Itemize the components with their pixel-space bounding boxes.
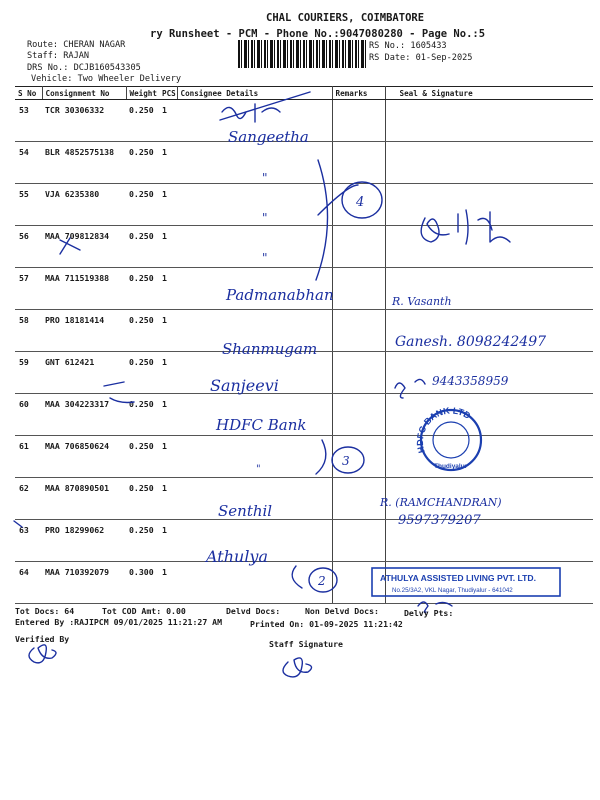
signature-phone-63: 9597379207	[398, 513, 481, 528]
count-mark: 4	[356, 195, 365, 210]
hdfc-stamp-branch: Thudiyalur	[434, 463, 468, 470]
cell-consignment: MAA 711519388	[42, 268, 126, 310]
cell-weight: 0.250	[126, 310, 159, 352]
total-docs: Tot Docs: 64	[15, 606, 75, 616]
signature-handwriting-60: 9443358959	[432, 374, 509, 388]
cell-pcs: 1	[159, 562, 177, 604]
cell-weight: 0.250	[126, 436, 159, 478]
company-title: CHAL COURIERS, COIMBATORE	[266, 12, 425, 24]
cell-pcs: 1	[159, 142, 177, 184]
ditto-mark: "	[256, 464, 261, 475]
cell-sno: 64	[15, 562, 42, 604]
athulya-stamp-address: No.25/3A2, VKL Nagar, Thudiyalur - 641042	[392, 587, 513, 594]
cell-weight: 0.250	[126, 478, 159, 520]
cell-weight: 0.250	[126, 100, 159, 142]
col-pcs: PCS	[159, 87, 177, 100]
signature-handwriting-59: Ganesh. 8098242497	[395, 334, 547, 350]
cell-consignment: VJA 6235380	[42, 184, 126, 226]
cell-consignment: TCR 30306332	[42, 100, 126, 142]
cell-consignment: BLR 4852575138	[42, 142, 126, 184]
signature-scribble	[220, 92, 310, 120]
cell-weight: 0.250	[126, 226, 159, 268]
cell-sno: 63	[15, 520, 42, 562]
signature-handwriting-58: R. Vasanth	[392, 295, 452, 308]
printed-on: Printed On: 01-09-2025 11:21:42	[250, 619, 403, 629]
cell-weight: 0.250	[126, 394, 159, 436]
cell-pcs: 1	[159, 478, 177, 520]
cell-sno: 60	[15, 394, 42, 436]
cell-consignment: PRO 18299062	[42, 520, 126, 562]
cell-consignment: MAA 870890501	[42, 478, 126, 520]
consignee-handwriting-53: Sangeetha	[228, 128, 309, 146]
signature-handwriting-63: R. (RAMCHANDRAN)	[380, 496, 502, 509]
staff-label: Staff: RAJAN	[27, 51, 90, 61]
verified-signature	[29, 645, 56, 663]
cell-weight: 0.250	[126, 142, 159, 184]
consignee-handwriting-61: HDFC Bank	[216, 416, 307, 434]
col-sno: S No	[15, 87, 42, 100]
cell-sno: 62	[15, 478, 42, 520]
cell-sno: 56	[15, 226, 42, 268]
cell-weight: 0.300	[126, 562, 159, 604]
runsheet-title: ry Runsheet - PCM - Phone No.:9047080280 - Page No.:5	[150, 28, 486, 40]
col-signature: Seal & Signature	[385, 87, 593, 100]
delivery-points: Delvy Pts:	[404, 608, 454, 618]
signature-scribble	[421, 210, 510, 244]
cell-pcs: 1	[159, 268, 177, 310]
delivered-docs: Delvd Docs:	[226, 606, 281, 616]
drs-number: DRS No.: DCJB160543305	[27, 63, 141, 73]
cell-sno: 54	[15, 142, 42, 184]
total-cod: Tot COD Amt: 0.00	[102, 606, 186, 616]
cell-sno: 55	[15, 184, 42, 226]
col-weight: Weight	[126, 87, 159, 100]
col-consignment: Consignment No	[42, 87, 126, 100]
consignee-handwriting-64: Athulya	[206, 547, 269, 566]
signature-scribble	[222, 104, 280, 122]
cell-pcs: 1	[159, 520, 177, 562]
entered-by: Entered By :RAJIPCM 09/01/2025 11:21:27 AM	[15, 617, 223, 627]
cell-weight: 0.250	[126, 268, 159, 310]
count-mark: 2	[318, 574, 326, 588]
cell-pcs: 1	[159, 184, 177, 226]
signature-scribble	[395, 379, 425, 398]
route-label: Route: CHERAN NAGAR	[27, 40, 126, 50]
rs-number: RS No.: 1605433	[369, 41, 447, 51]
cell-pcs: 1	[159, 352, 177, 394]
cell-pcs: 1	[159, 394, 177, 436]
cell-sno: 59	[15, 352, 42, 394]
bracket-mark	[292, 566, 302, 588]
hdfc-stamp-text: HDFC BANK LTD	[414, 405, 473, 455]
consignee-handwriting-60: Sanjeevi	[210, 376, 279, 395]
cell-pcs: 1	[159, 436, 177, 478]
consignee-handwriting-63: Senthil	[218, 502, 273, 520]
cross-mark	[60, 238, 80, 254]
cell-weight: 0.250	[126, 352, 159, 394]
bracket-mark	[316, 440, 326, 474]
cell-pcs: 1	[159, 100, 177, 142]
staff-signature-mark	[283, 658, 312, 677]
athulya-stamp	[372, 568, 560, 596]
vehicle-label: Vehicle: Two Wheeler Delivery	[31, 74, 182, 84]
bracket-mark	[316, 160, 328, 280]
athulya-stamp-name: ATHULYA ASSISTED LIVING PVT. LTD.	[380, 573, 536, 583]
signature-scribble	[104, 382, 134, 403]
non-delivered-docs: Non Delvd Docs:	[305, 606, 379, 616]
ditto-mark: "	[262, 251, 268, 265]
cell-weight: 0.250	[126, 520, 159, 562]
cell-sno: 53	[15, 100, 42, 142]
tick-mark	[14, 521, 22, 527]
signature-scribble	[318, 185, 358, 215]
cell-consignment: MAA 706850624	[42, 436, 126, 478]
cell-sno: 61	[15, 436, 42, 478]
cell-consignment: MAA 709812834	[42, 226, 126, 268]
count-mark: 3	[342, 454, 350, 468]
cell-consignment: MAA 710392079	[42, 562, 126, 604]
consignee-handwriting-59: Shanmugam	[222, 340, 318, 358]
hdfc-bank-stamp	[415, 405, 481, 470]
consignee-handwriting-58: Padmanabhan	[226, 286, 334, 304]
cell-pcs: 1	[159, 310, 177, 352]
cell-consignment: PRO 18181414	[42, 310, 126, 352]
cell-consignment: GNT 612421	[42, 352, 126, 394]
col-remarks: Remarks	[332, 87, 385, 100]
rs-date: RS Date: 01-Sep-2025	[369, 53, 473, 63]
staff-signature-label: Staff Signature	[269, 639, 343, 649]
ditto-mark: "	[262, 171, 268, 185]
ditto-mark: "	[262, 211, 268, 225]
col-consignee: Consignee Details	[177, 87, 332, 100]
verified-by-label: Verified By	[15, 634, 70, 644]
cell-sno: 57	[15, 268, 42, 310]
cell-pcs: 1	[159, 226, 177, 268]
cell-sno: 58	[15, 310, 42, 352]
cell-consignment: MAA 304223317	[42, 394, 126, 436]
cell-weight: 0.250	[126, 184, 159, 226]
